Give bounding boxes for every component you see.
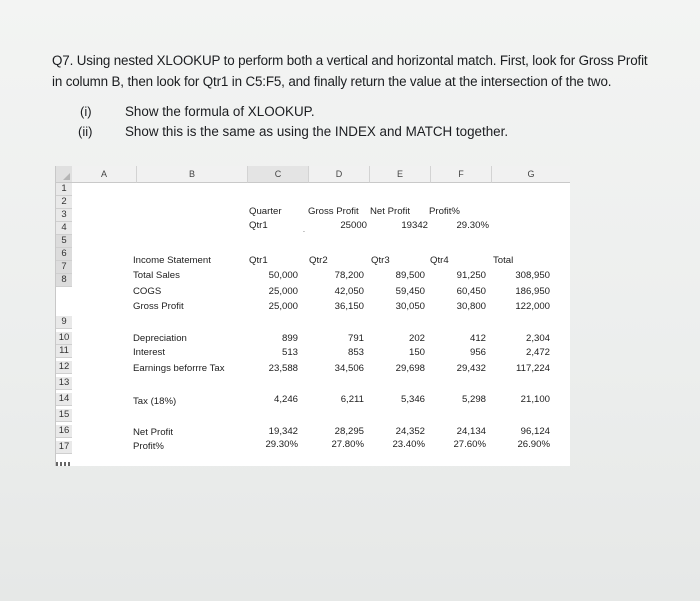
cell-qtr3-header[interactable]: Qtr3 — [371, 255, 390, 266]
row-header-8[interactable]: 8 — [56, 274, 72, 287]
row-label[interactable]: Total Sales — [133, 270, 180, 281]
row-q2-value[interactable]: 791 — [347, 333, 364, 344]
row-label[interactable]: COGS — [133, 286, 162, 297]
question-line-1: Q7. Using nested XLOOKUP to perform both a vertical and horizontal match. First, look for Gross Profit — [52, 53, 648, 68]
row-header-10[interactable]: 10 — [56, 332, 72, 345]
cell-qtr4-header[interactable]: Qtr4 — [430, 255, 449, 266]
row-q3-value[interactable]: 30,050 — [395, 301, 425, 312]
torn-edge — [56, 462, 72, 466]
row-q1-value[interactable]: 25,000 — [268, 286, 298, 297]
row-q3-value[interactable]: 29,698 — [395, 363, 425, 374]
row-header-1[interactable]: 1 — [56, 183, 72, 196]
row-q1-value[interactable]: 25,000 — [268, 301, 298, 312]
row-total-value[interactable]: 122,000 — [515, 301, 550, 312]
row-q3-value[interactable]: 202 — [408, 333, 425, 344]
row-label[interactable]: Tax (18%) — [133, 396, 177, 407]
cell-profit-pct-header[interactable]: Profit% — [429, 206, 460, 217]
row-q2-value[interactable]: 36,150 — [334, 301, 364, 312]
row-q4-value[interactable]: 60,450 — [456, 286, 486, 297]
row-total-value[interactable]: 96,124 — [520, 426, 550, 437]
cell-gross-profit-value[interactable]: 25000 — [340, 220, 367, 231]
row-q4-value[interactable]: 91,250 — [456, 270, 486, 281]
row-q1-value[interactable]: 513 — [281, 347, 298, 358]
row-total-value[interactable]: 186,950 — [515, 286, 550, 297]
row-total-value[interactable]: 21,100 — [520, 394, 550, 405]
cell-income-statement[interactable]: Income Statement — [133, 255, 211, 266]
cell-net-profit-header[interactable]: Net Profit — [370, 206, 410, 217]
row-q3-value[interactable]: 24,352 — [395, 426, 425, 437]
row-header-5[interactable]: 5 — [56, 235, 72, 248]
row-label[interactable]: Gross Profit — [133, 301, 184, 312]
row-q3-value[interactable]: 5,346 — [400, 394, 425, 405]
row-total-value[interactable]: 117,224 — [516, 363, 550, 374]
row-q2-value[interactable]: 78,200 — [334, 270, 364, 281]
subitem-1-text: Show the formula of XLOOKUP. — [125, 104, 315, 119]
subitem-2-number: (ii) — [78, 124, 93, 139]
question-text — [52, 50, 682, 92]
cell-total-header[interactable]: Total — [493, 255, 514, 266]
row-q3-value[interactable]: 59,450 — [395, 286, 425, 297]
row-header-4[interactable]: 4 — [56, 222, 72, 235]
row-q4-value[interactable]: 5,298 — [461, 394, 486, 405]
column-header-d[interactable]: D — [309, 166, 370, 183]
row-header-15[interactable]: 15 — [56, 409, 72, 422]
question-line-2: in column B, then look for Qtr1 in C5:F5, and finally return the value at the intersection of the two. — [52, 74, 612, 89]
select-all-corner[interactable] — [56, 166, 72, 183]
row-q2-value[interactable]: 34,506 — [334, 363, 364, 374]
row-q3-value[interactable]: 89,500 — [395, 270, 425, 281]
row-q4-value[interactable]: 412 — [469, 333, 486, 344]
row-header-14[interactable]: 14 — [56, 393, 72, 406]
row-q2-value[interactable]: 27.80% — [331, 439, 364, 450]
row-q4-value[interactable]: 29,432 — [456, 363, 486, 374]
row-q2-value[interactable]: 42,050 — [334, 286, 364, 297]
row-q4-value[interactable]: 956 — [469, 347, 486, 358]
row-q1-value[interactable]: 19,342 — [268, 426, 298, 437]
column-header-g[interactable]: G — [492, 166, 570, 183]
row-header-11[interactable]: 11 — [56, 345, 72, 358]
row-q4-value[interactable]: 27.60% — [453, 439, 486, 450]
subitem-2-text: Show this is the same as using the INDEX and MATCH together. — [125, 124, 509, 139]
row-header-9[interactable]: 9 — [56, 316, 72, 329]
row-label[interactable]: Depreciation — [133, 333, 187, 344]
cell-qtr2-header[interactable]: Qtr2 — [309, 255, 328, 266]
cell-quarter-header[interactable]: Quarter — [249, 206, 282, 217]
row-label[interactable]: Interest — [133, 347, 165, 358]
row-label[interactable]: Earnings beforrre Tax — [133, 363, 225, 374]
row-total-value[interactable]: 308,950 — [515, 270, 550, 281]
column-header-c[interactable]: C — [248, 166, 309, 183]
row-header-6[interactable]: 6 — [56, 248, 72, 261]
row-q2-value[interactable]: 28,295 — [334, 426, 364, 437]
cell-profit-pct-value[interactable]: 29.30% — [456, 220, 489, 231]
row-q1-value[interactable]: 23,588 — [268, 363, 298, 374]
row-header-2[interactable]: 2 — [56, 196, 72, 209]
cell-quarter-value[interactable]: Qtr1 — [249, 220, 268, 231]
row-q2-value[interactable]: 6,211 — [340, 394, 364, 405]
column-header-f[interactable]: F — [431, 166, 492, 183]
cursor-dot: . — [303, 227, 305, 234]
row-total-value[interactable]: 26.90% — [517, 439, 550, 450]
column-header-a[interactable]: A — [72, 166, 137, 183]
row-header-17[interactable]: 17 — [56, 441, 72, 454]
row-q1-value[interactable]: 4,246 — [273, 394, 298, 405]
column-header-b[interactable]: B — [137, 166, 248, 183]
column-header-e[interactable]: E — [370, 166, 431, 183]
cell-net-profit-value[interactable]: 19342 — [401, 220, 428, 231]
cell-gross-profit-header[interactable]: Gross Profit — [308, 206, 359, 217]
spreadsheet — [55, 166, 570, 466]
row-q1-value[interactable]: 50,000 — [268, 270, 298, 281]
row-header-16[interactable]: 16 — [56, 425, 72, 438]
row-header-7[interactable]: 7 — [56, 261, 72, 274]
row-q4-value[interactable]: 24,134 — [456, 426, 486, 437]
row-total-value[interactable]: 2,304 — [525, 333, 550, 344]
row-header-3[interactable]: 3 — [56, 209, 72, 222]
row-q3-value[interactable]: 23.40% — [392, 439, 425, 450]
row-label[interactable]: Net Profit — [133, 427, 173, 438]
row-total-value[interactable]: 2,472 — [525, 347, 550, 358]
row-header-13[interactable]: 13 — [56, 377, 72, 390]
row-q3-value[interactable]: 150 — [408, 347, 425, 358]
row-label[interactable]: Profit% — [133, 441, 164, 452]
row-q4-value[interactable]: 30,800 — [456, 301, 486, 312]
row-header-12[interactable]: 12 — [56, 361, 72, 374]
cell-qtr1-header[interactable]: Qtr1 — [249, 255, 268, 266]
row-q1-value[interactable]: 29.30% — [265, 439, 298, 450]
row-q2-value[interactable]: 853 — [347, 347, 364, 358]
subitem-1-number: (i) — [80, 104, 92, 119]
row-q1-value[interactable]: 899 — [281, 333, 298, 344]
